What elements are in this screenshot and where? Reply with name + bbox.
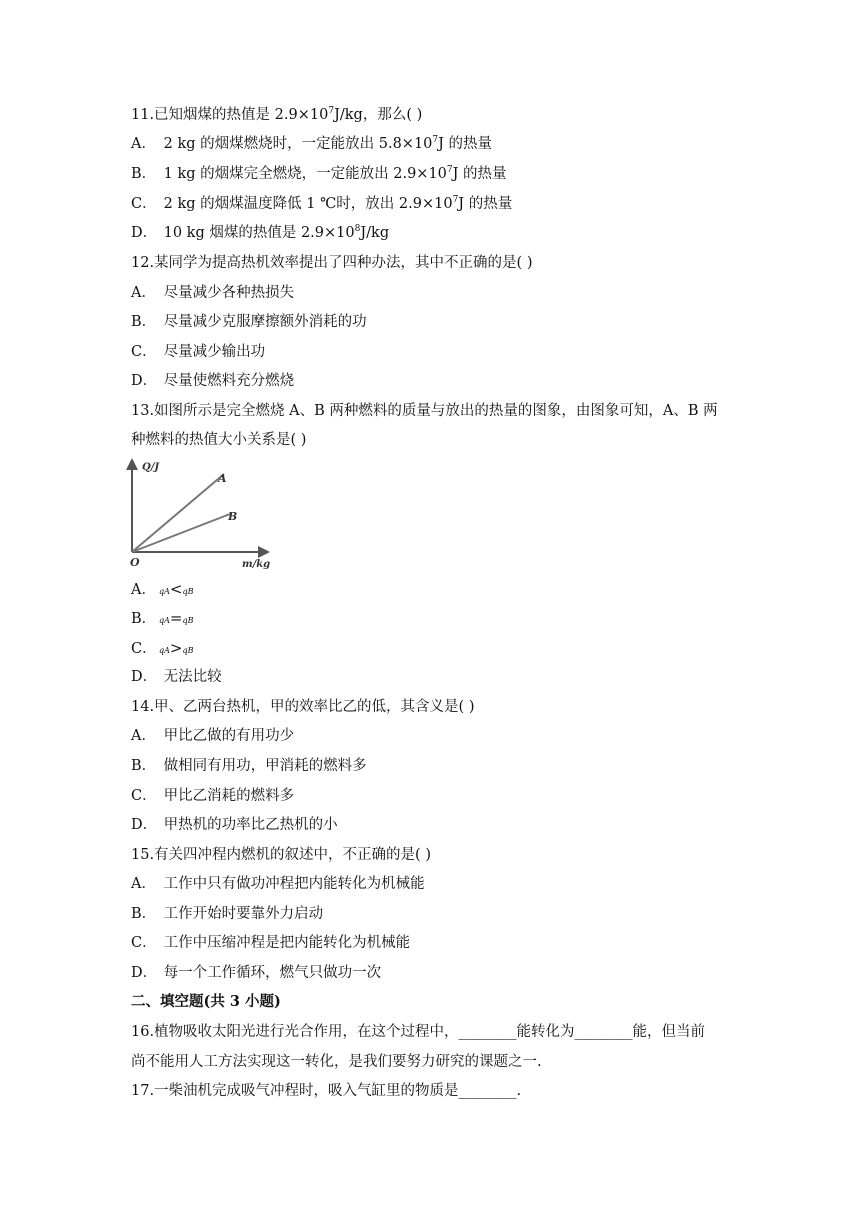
option-text: 尽量减少克服摩擦额外消耗的功 (159, 314, 367, 330)
q11-stem-text: 11.已知烟煤的热值是 2.9×10 (131, 107, 329, 123)
option-letter: B． (131, 906, 157, 922)
line-b (132, 514, 230, 552)
q15-option-c (131, 933, 410, 953)
option-relation: = (169, 609, 183, 627)
option-text: 尽量使燃料充分燃烧 (159, 373, 295, 389)
option-right-symbol: qB (182, 616, 194, 625)
q13-stem-line1: 13.如图所示是完全燃烧 A、B 两种燃料的质量与放出的热量的图象，由图象可知，A、B 两 (131, 403, 718, 419)
q12-option-b (131, 312, 367, 332)
q17-line1: 17.一柴油机完成吸气冲程时，吸入气缸里的物质是________. (131, 1083, 522, 1099)
option-letter: A． (131, 136, 156, 152)
option-letter: C． (131, 935, 157, 951)
q13-graph (126, 456, 272, 572)
option-letter: D． (131, 225, 158, 241)
option-relation: < (169, 580, 183, 598)
q13-option-d (131, 667, 222, 687)
option-exponent: 8 (354, 224, 361, 235)
option-text: 工作中压缩冲程是把内能转化为机械能 (159, 935, 411, 951)
option-text-suffix: J 的热量 (438, 136, 493, 152)
q11-option-c (131, 194, 512, 214)
q16-line1: 16.植物吸收太阳光进行光合作用，在这个过程中，________能转化为________能，但当前 (131, 1024, 706, 1040)
option-letter: C． (131, 196, 157, 212)
q14-option-b (131, 756, 367, 776)
option-letter: D． (131, 669, 158, 685)
option-letter: B． (131, 314, 157, 330)
q13-option-b (131, 608, 193, 631)
option-text: 2 kg 的烟煤燃烧时，一定能放出 5.8×10 (159, 136, 433, 152)
option-left-symbol: qA (159, 587, 170, 596)
option-text-suffix: J 的热量 (452, 166, 507, 182)
option-letter: A． (131, 728, 156, 744)
option-letter: C． (131, 344, 157, 360)
q11-stem-suffix: J/kg，那么( ) (334, 107, 423, 123)
option-text: 10 kg 烟煤的热值是 2.9×10 (159, 225, 355, 241)
option-text: 甲比乙做的有用功少 (159, 728, 295, 744)
option-text: 工作开始时要靠外力启动 (159, 906, 324, 922)
option-text: 尽量减少输出功 (159, 344, 266, 360)
option-letter: B． (131, 758, 157, 774)
option-letter: A． (131, 876, 156, 892)
origin-label: O (130, 556, 140, 569)
q11-stem (131, 105, 422, 125)
option-letter: A． (131, 285, 156, 301)
q11-stem-exponent: 7 (328, 106, 335, 117)
option-letter: B． (131, 611, 157, 627)
option-text: 甲比乙消耗的燃料多 (159, 788, 295, 804)
option-text: 甲热机的功率比乙热机的小 (159, 817, 338, 833)
option-text-suffix: J/kg (360, 225, 390, 241)
option-text: 无法比较 (159, 669, 222, 685)
q13-option-c (131, 638, 193, 661)
option-left-symbol: qA (159, 646, 170, 655)
option-text: 做相同有用功，甲消耗的燃料多 (159, 758, 367, 774)
q12-stem: 12.某同学为提高热机效率提出了四种办法，其中不正确的是( ) (131, 255, 533, 271)
option-left-symbol: qA (159, 616, 170, 625)
option-exponent: 7 (452, 195, 459, 206)
q11-option-d (131, 223, 389, 243)
option-text: 1 kg 的烟煤完全燃烧，一定能放出 2.9×10 (159, 166, 447, 182)
option-letter: D． (131, 965, 158, 981)
option-text: 2 kg 的烟煤温度降低 1 ℃时，放出 2.9×10 (159, 196, 453, 212)
option-letter: A． (131, 582, 156, 598)
q15-option-b (131, 904, 323, 924)
q14-option-c (131, 786, 294, 806)
q15-option-d (131, 963, 381, 983)
option-text: 工作中只有做功冲程把内能转化为机械能 (159, 876, 425, 892)
line-b-label: B (228, 510, 238, 523)
q14-option-a (131, 726, 294, 746)
y-axis-label: Q/J (142, 462, 160, 473)
q11-option-b (131, 164, 507, 184)
option-letter: D． (131, 817, 158, 833)
option-letter: C． (131, 641, 157, 657)
option-right-symbol: qB (182, 646, 194, 655)
option-relation: > (169, 639, 183, 657)
option-letter: B． (131, 166, 157, 182)
q15-option-a (131, 874, 425, 894)
section-heading: 二、填空题(共 3 小题) (131, 993, 281, 1010)
option-text: 尽量减少各种热损失 (159, 285, 295, 301)
option-exponent: 7 (446, 165, 453, 176)
q12-option-a (131, 283, 294, 303)
q13-option-a (131, 579, 193, 602)
option-right-symbol: qB (182, 587, 194, 596)
line-a (132, 474, 224, 552)
q16-line2: 尚不能用人工方法实现这一转化，是我们要努力研究的课题之一. (131, 1054, 542, 1070)
option-text: 每一个工作循环，燃气只做功一次 (159, 965, 382, 981)
option-text-suffix: J 的热量 (458, 196, 513, 212)
q12-option-c (131, 342, 265, 362)
q13-stem-line2: 种燃料的热值大小关系是( ) (131, 432, 307, 448)
option-exponent: 7 (432, 135, 439, 146)
q15-stem: 15.有关四冲程内燃机的叙述中，不正确的是( ) (131, 847, 431, 863)
q14-stem: 14.甲、乙两台热机，甲的效率比乙的低，其含义是( ) (131, 699, 475, 715)
q14-option-d (131, 815, 338, 835)
q12-option-d (131, 371, 294, 391)
option-letter: D． (131, 373, 158, 389)
x-axis-label: m/kg (242, 559, 271, 570)
line-a-label: A (218, 472, 227, 485)
option-letter: C． (131, 788, 157, 804)
q11-option-a (131, 134, 492, 154)
